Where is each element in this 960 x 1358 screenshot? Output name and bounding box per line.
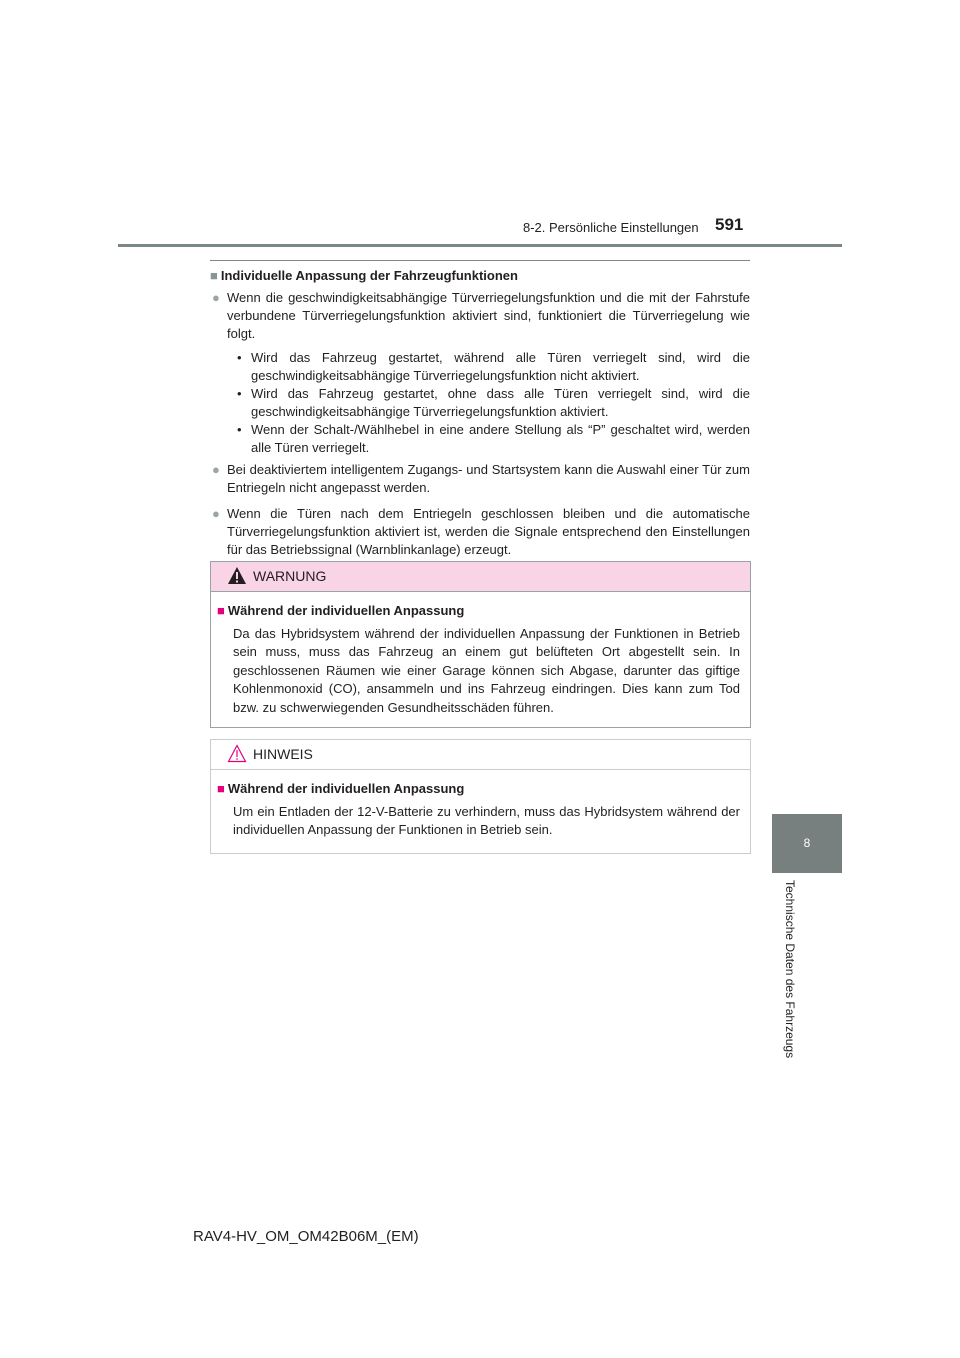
list-item-text: Bei deaktiviertem intelligentem Zugangs- und Startsystem kann die Auswahl einer Tür zum Entriegeln nicht angepasst werden. — [227, 462, 750, 495]
header-rule — [118, 244, 842, 247]
note-text: Um ein Entladen der 12-V-Batterie zu verhindern, muss das Hybridsystem während der individuellen Anpassung der Funktionen in Betrieb sein. — [233, 803, 740, 837]
warning-subheading-text: Während der individuellen Anpassung — [227, 603, 465, 618]
section-heading — [210, 267, 750, 285]
note-subheading-text: Während der individuellen Anpassung — [227, 781, 465, 796]
sub-list-item — [237, 421, 750, 457]
circle-bullet-icon: ● — [212, 290, 220, 305]
sub-list-item-text: Wird das Fahrzeug gestartet, ohne dass alle Türen verriegelt sind, wird die geschwindigkeitsabhängige Türverriegelungsfunktion aktiviert. — [251, 386, 750, 419]
list-item — [210, 505, 750, 559]
sub-list-item — [237, 349, 750, 385]
warning-triangle-icon — [227, 566, 247, 585]
note-subheading — [217, 780, 740, 799]
circle-bullet-icon: ● — [212, 462, 220, 477]
note-box-title: HINWEIS — [253, 746, 313, 762]
sub-list-item-text: Wird das Fahrzeug gestartet, während alle Türen verriegelt sind, wird die geschwindigkeitsabhängige Türverriegelungsfunktion nicht aktiviert. — [251, 350, 750, 383]
dot-bullet-icon: • — [237, 422, 242, 437]
warning-subheading — [217, 602, 740, 621]
warning-box-header — [211, 562, 750, 592]
list-item — [210, 461, 750, 497]
section-heading-text: Individuelle Anpassung der Fahrzeugfunktionen — [220, 268, 518, 283]
note-box-header — [211, 740, 750, 770]
square-bullet-icon: ■ — [217, 781, 225, 796]
sub-list — [237, 349, 750, 457]
chapter-title-vertical — [783, 880, 803, 1080]
chapter-title-text: Technische Daten des Fahrzeugs — [783, 880, 797, 1059]
page-number: 591 — [715, 215, 744, 234]
header-section-title: 8-2. Persönliche Einstellungen — [523, 220, 699, 235]
note-box-body — [211, 770, 750, 840]
list-item-text: Wenn die geschwindigkeitsabhängige Türverriegelungsfunktion und die mit der Fahrstufe verbundene Türverriegelungsfunktion aktiviert sind, funktioniert die Türverriegelung wie folgt. — [227, 290, 750, 341]
square-bullet-icon: ■ — [210, 268, 218, 283]
list-item-text: Wenn die Türen nach dem Entriegeln geschlossen bleiben und die automatische Türverriegelungsfunktion aktiviert ist, werden die Signale entsprechend den Einstellungen für das Betriebssignal (Warnblinkanlage) erzeugt. — [227, 506, 750, 557]
caution-triangle-outline-icon — [227, 744, 247, 763]
dot-bullet-icon: • — [237, 386, 242, 401]
circle-bullet-icon: ● — [212, 506, 220, 521]
warning-box-title: WARNUNG — [253, 568, 327, 584]
list-item — [210, 289, 750, 343]
note-box — [210, 739, 751, 854]
chapter-tab[interactable]: 8 — [772, 814, 842, 873]
warning-box — [210, 561, 751, 728]
sub-list-item — [237, 385, 750, 421]
document-code: RAV4-HV_OM_OM42B06M_(EM) — [193, 1228, 419, 1245]
content-top-rule — [210, 260, 750, 261]
warning-text: Da das Hybridsystem während der individuellen Anpassung der Funktionen in Betrieb sein muss, muss das Fahrzeug an einem gut belüfteten Ort abgestellt sein. In geschlossenen Räumen wie einer Garage können sich Abgase, darunter das giftige Kohlenmonoxid (CO), ansammeln und ins Fahrzeug eindringen. Dies kann zum Tod bzw. zu schwerwiegenden Gesundheitsschäden führen. — [233, 625, 740, 715]
square-bullet-icon: ■ — [217, 603, 225, 618]
dot-bullet-icon: • — [237, 350, 242, 365]
main-content — [210, 267, 750, 567]
sub-list-item-text: Wenn der Schalt-/Wählhebel in eine andere Stellung als “P” geschaltet wird, werden alle Türen verriegelt. — [251, 422, 750, 455]
warning-box-body — [211, 592, 750, 717]
